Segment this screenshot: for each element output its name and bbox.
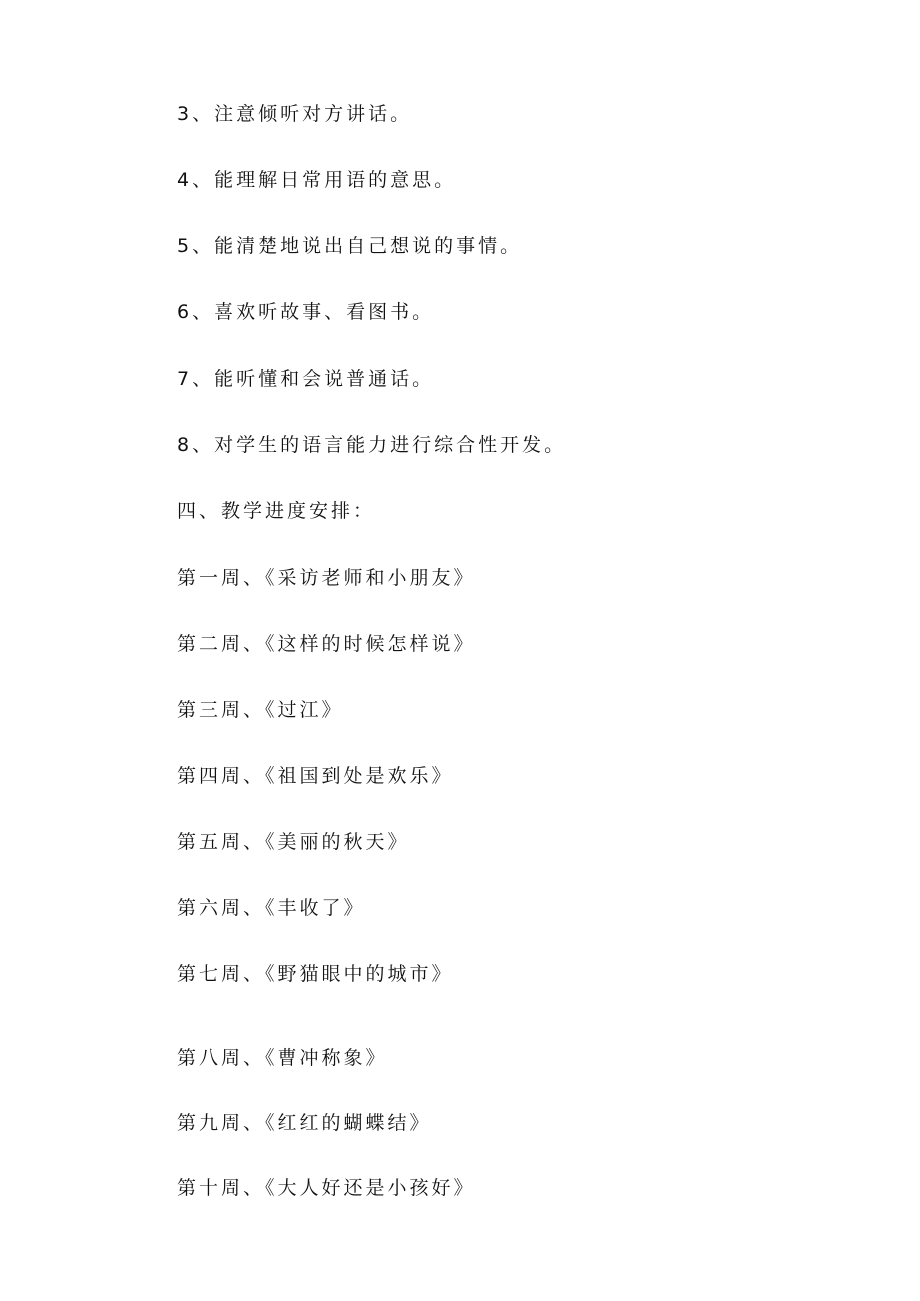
schedule-item: 第六周、《丰收了》 <box>177 897 366 919</box>
schedule-item: 第八周、《曹冲称象》 <box>177 1047 388 1069</box>
schedule-item: 第三周、《过江》 <box>177 699 344 721</box>
goal-item: 4、能理解日常用语的意思。 <box>177 169 457 191</box>
schedule-item: 第一周、《采访老师和小朋友》 <box>177 567 476 589</box>
schedule-item: 第七周、《野猫眼中的城市》 <box>177 963 454 985</box>
schedule-item: 第十周、《大人好还是小孩好》 <box>177 1177 476 1199</box>
section-heading: 四、教学进度安排： <box>177 500 376 522</box>
goal-item: 7、能听懂和会说普通话。 <box>177 368 435 390</box>
goal-item: 3、注意倾听对方讲话。 <box>177 103 413 125</box>
schedule-item: 第四周、《祖国到处是欢乐》 <box>177 765 454 787</box>
goal-item: 6、喜欢听故事、看图书。 <box>177 301 435 323</box>
schedule-item: 第五周、《美丽的秋天》 <box>177 831 410 853</box>
schedule-item: 第九周、《红红的蝴蝶结》 <box>177 1112 432 1134</box>
goal-item: 5、能清楚地说出自己想说的事情。 <box>177 235 523 257</box>
schedule-item: 第二周、《这样的时候怎样说》 <box>177 633 476 655</box>
goal-item: 8、对学生的语言能力进行综合性开发。 <box>177 434 567 456</box>
